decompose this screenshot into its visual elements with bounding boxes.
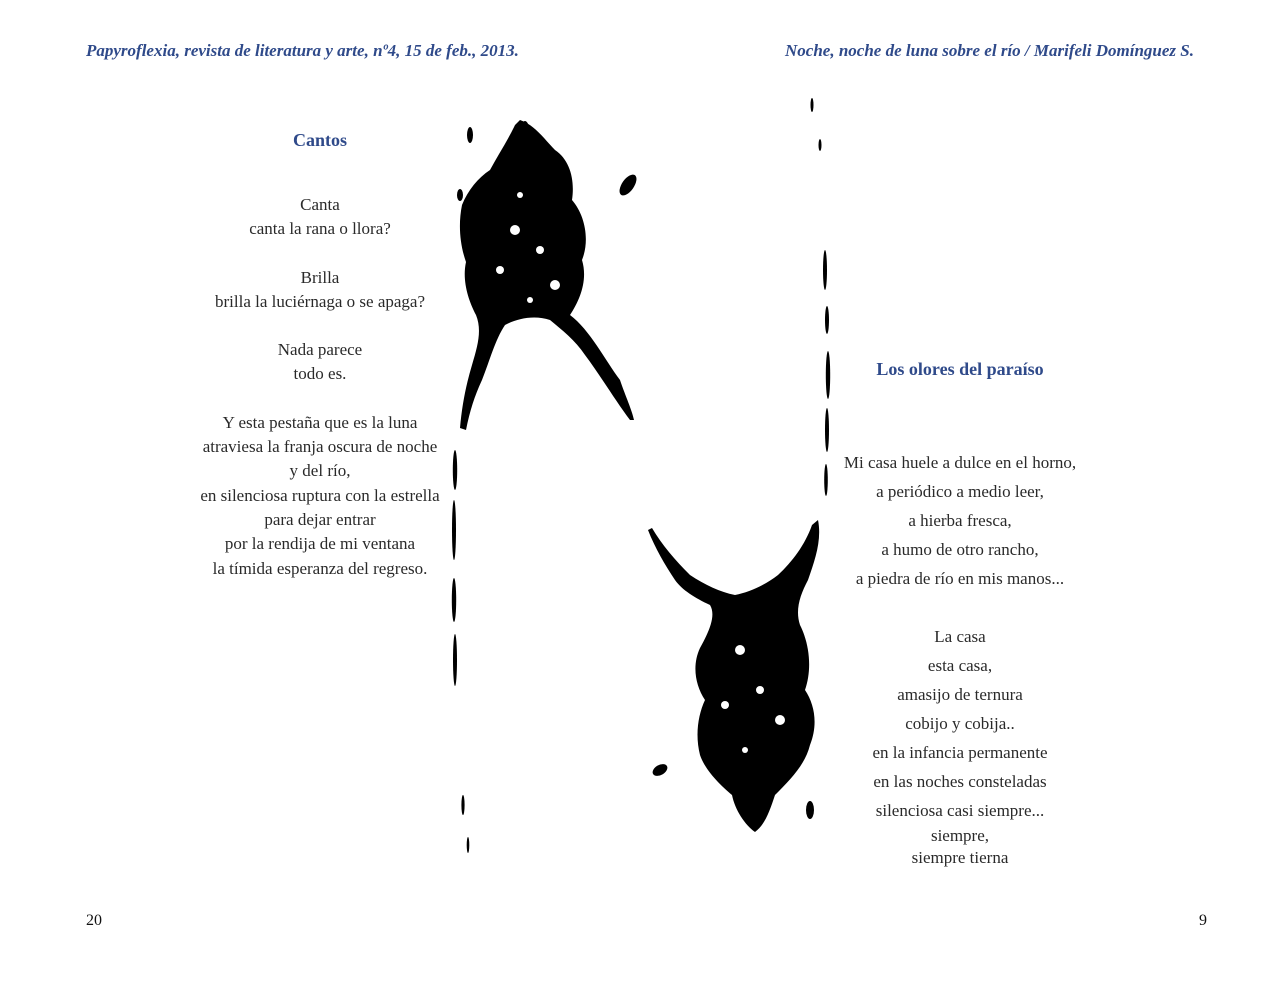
poem-line: Mi casa huele a dulce en el horno,	[843, 453, 1077, 472]
poem-line: Nada parece	[277, 340, 363, 360]
poem-line: Canta	[300, 195, 340, 214]
poem-cantos	[170, 193, 470, 581]
poem-line: a hierba fresca,	[908, 511, 1012, 530]
poem-line: siempre,	[930, 826, 990, 845]
poem-line: la tímida esperanza del regreso.	[212, 558, 428, 578]
poem-line: brilla la luciérnaga o se apaga?	[214, 291, 426, 311]
poem-line: atraviesa la franja oscura de noche	[202, 437, 438, 457]
poem-line: en la infancia permanente	[872, 743, 1048, 762]
river-line-right	[811, 98, 831, 496]
poem-title-cantos: Cantos	[292, 130, 347, 150]
poem-line: esta casa,	[927, 656, 993, 675]
lower-ink-blot	[648, 520, 819, 832]
poem-line: a piedra de río en mis manos...	[855, 569, 1065, 588]
poem-line: amasijo de ternura	[897, 685, 1023, 704]
poem-line: Brilla	[300, 267, 340, 287]
page-number-right: 9	[1199, 912, 1207, 929]
poem-line: siempre tierna	[911, 848, 1009, 867]
poem-line: todo es.	[293, 364, 347, 384]
poem-olores-del-paraiso	[800, 448, 1120, 869]
poem-line: para dejar entrar	[264, 509, 376, 529]
running-header-right: Noche, noche de luna sobre el río / Marifeli Domínguez S.	[785, 41, 1194, 60]
page-number-left: 20	[86, 912, 102, 929]
poem-line: a humo de otro rancho,	[881, 540, 1039, 559]
poem-line: por la rendija de mi ventana	[224, 534, 416, 554]
poem-line: canta la rana o llora?	[249, 219, 391, 239]
poem-line: en silenciosa ruptura con la estrella	[200, 485, 440, 505]
poem-line: en las noches consteladas	[873, 772, 1047, 791]
poem-line: La casa	[934, 627, 986, 646]
poem-title-olores: Los olores del paraíso	[876, 359, 1044, 379]
poem-line: Y esta pestaña que es la luna	[222, 412, 418, 432]
poem-line: y del río,	[289, 461, 351, 481]
poem-line: silenciosa casi siempre...	[875, 801, 1045, 820]
upper-ink-blot	[457, 120, 640, 430]
running-header-left: Papyroflexia, revista de literatura y arte, nº4, 15 de feb., 2013.	[86, 41, 519, 60]
poem-line: cobijo y cobija..	[905, 714, 1015, 733]
poem-line: a periódico a medio leer,	[876, 482, 1044, 501]
